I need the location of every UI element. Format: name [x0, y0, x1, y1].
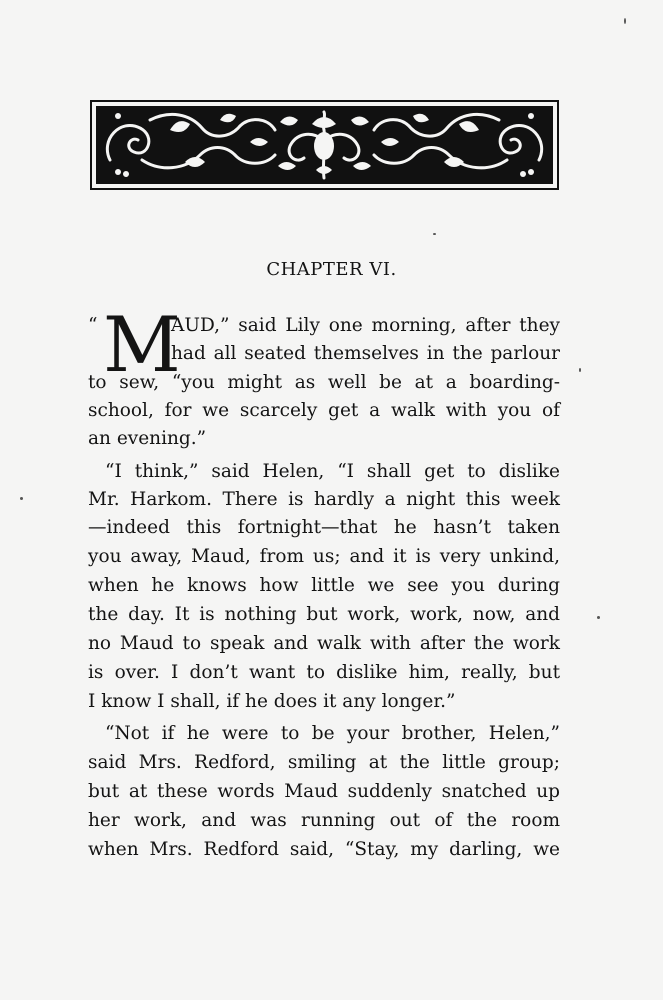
- text-line: school, for we scarcely get a walk with you of: [88, 400, 560, 421]
- opening-quote: “: [88, 315, 98, 336]
- decorative-headpiece: [90, 100, 559, 190]
- text-line: her work, and was running out of the room: [88, 810, 560, 831]
- paper-speck: [597, 616, 600, 619]
- text-line: to sew, “you might as well be at a boarding-: [88, 372, 560, 393]
- text-line: an evening.”: [88, 428, 207, 449]
- text-line: no Maud to speak and walk with after the work: [88, 633, 560, 654]
- text-line: you away, Maud, from us; and it is very unkind,: [88, 546, 560, 567]
- paper-speck: [20, 497, 23, 500]
- text-line: had all seated themselves in the parlour: [171, 343, 560, 364]
- text-line: but at these words Maud suddenly snatched up: [88, 781, 560, 802]
- drop-cap-letter: M: [103, 300, 181, 389]
- text-line: is over. I don’t want to dislike him, really, but: [88, 662, 560, 683]
- text-line: AUD,” said Lily one morning, after they: [171, 315, 560, 336]
- text-line: —indeed this fortnight—that he hasn’t taken: [88, 517, 560, 538]
- text-line: “I think,” said Helen, “I shall get to dislike: [105, 461, 560, 482]
- text-line: when Mrs. Redford said, “Stay, my darling, we: [88, 839, 560, 860]
- text-line: when he knows how little we see you during: [88, 575, 560, 596]
- paper-speck: [579, 368, 581, 372]
- text-line: Mr. Harkom. There is hardly a night this week: [88, 489, 560, 510]
- paper-speck: [624, 18, 626, 24]
- text-line: the day. It is nothing but work, work, now, and: [88, 604, 560, 625]
- text-line: I know I shall, if he does it any longer.”: [88, 691, 456, 712]
- text-line: “Not if he were to be your brother, Helen,”: [105, 723, 560, 744]
- text-line: said Mrs. Redford, smiling at the little group;: [88, 752, 560, 773]
- chapter-title: CHAPTER VI.: [266, 259, 397, 280]
- paper-speck: [433, 233, 436, 235]
